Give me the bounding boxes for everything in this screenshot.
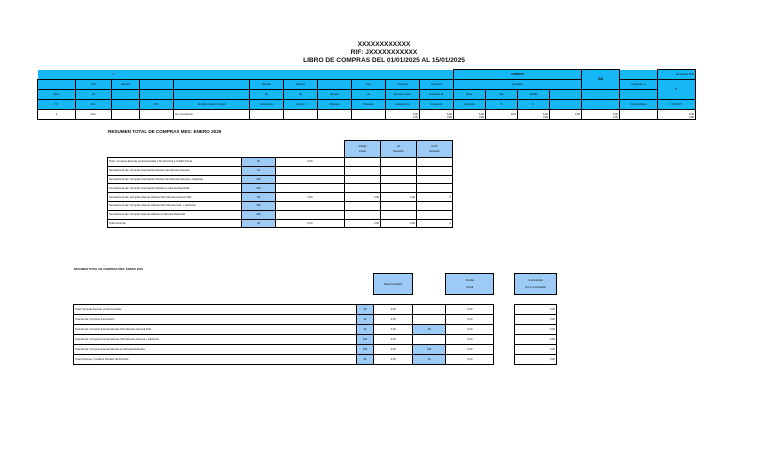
retencion-header: Retención 75% [658, 70, 696, 80]
resumen-row [108, 175, 453, 184]
resumen2-row-value: 0,00 [515, 315, 557, 325]
table-header: Número [284, 80, 318, 90]
resumen-row-label: Sumatoria de las: Compras Internas Afectas Sólo Alícuota General 16% [108, 193, 242, 202]
table-header: Número [318, 90, 352, 100]
resumen-row-value [276, 201, 345, 210]
resumen-row-label: Sumatoria de las: Compras Internas Afectas en Alícuota Reducida [108, 210, 242, 219]
table-header [38, 80, 76, 90]
resumen2-row-value: 0,00 [446, 315, 494, 325]
resumen-table [107, 140, 453, 228]
company-rif: RIF: JXXXXXXXXXXX [350, 49, 418, 56]
table-header: Crédito [518, 90, 550, 100]
resumen2-row-label: Total de las: Compras Internas Afectas en Alícuota Reducida [74, 345, 357, 355]
table-header: Control [284, 100, 318, 110]
table-header: Aliq. [486, 90, 518, 100]
table-header: Número [250, 80, 284, 90]
resumen2-row-value: 0,00 [515, 335, 557, 345]
table-header: de [352, 90, 386, 100]
resumen-row-value [417, 184, 453, 193]
resumen2-title: RESUMEN TOTAL DE COMPRAS MES: ENERO 2025 [74, 267, 144, 271]
resumen-row-code: 35 [242, 219, 276, 228]
resumen-row-value [381, 201, 417, 210]
resumen-row [108, 193, 453, 202]
table-header [112, 90, 140, 100]
company-name: XXXXXXXXXXXX [357, 41, 411, 48]
resumen2-row-value: 0,00 [374, 305, 413, 315]
table-header: neradas Imp. [386, 100, 420, 110]
resumen-row-code: 31 [242, 166, 276, 175]
table-header: Gravadas Al- [420, 90, 454, 100]
resumen-row-code: 332 [242, 201, 276, 210]
resumen-row-value [381, 210, 417, 219]
resumen-row-value [276, 166, 345, 175]
resumen-row-label: Sumatoria de las: Compras Importación Afectas solo Alícuota General + Adicional [108, 175, 242, 184]
resumen-row-value [417, 166, 453, 175]
resumen-row-value [345, 166, 381, 175]
table-header [174, 80, 250, 90]
resumen2-row-value: 0,00 [446, 305, 494, 315]
resumen2-row-label: Total: Compras Exentas y/o Exoneradas [74, 305, 357, 315]
resumen2-row [74, 345, 557, 355]
resumen-row [108, 166, 453, 175]
resumen-row-code: 312 [242, 175, 276, 184]
table-header: IVA RET. [658, 100, 696, 110]
resumen2-row-value: 0,00 [374, 355, 413, 365]
resumen-row-value [345, 184, 381, 193]
resumen2-col-base: Base Imponible [374, 274, 413, 295]
resumen-row-code: 333 [242, 210, 276, 219]
table-header: Nombre o Razón Social [174, 100, 250, 110]
table-cell: Sin movimiento [174, 110, 250, 120]
resumen-row-value [345, 175, 381, 184]
resumen-row-value: 0,00 [381, 193, 417, 202]
resumen-row-value [381, 184, 417, 193]
table-header [582, 90, 620, 100]
resumen2-row-code: 342 [356, 335, 374, 345]
table-header [582, 100, 620, 110]
table-header: de [250, 90, 284, 100]
resumen-row-value [381, 166, 417, 175]
purchases-totals [37, 115, 695, 120]
resumen2-row-value: 0,00 [446, 325, 494, 335]
resumen-row-value [417, 201, 453, 210]
resumen2-row-label: Total de las: Compras Internas Afectas Sólo Alícuota General + Adicional [74, 335, 357, 345]
purchases-table [37, 69, 696, 120]
resumen-row-code: 33 [242, 193, 276, 202]
table-header: Imponible [454, 100, 486, 110]
resumen2-row [74, 325, 557, 335]
resumen-row [108, 184, 453, 193]
total-cell: 0,00 [446, 116, 452, 119]
resumen-row-value: 0,00 [345, 193, 381, 202]
resumen2-row [74, 335, 557, 345]
resumen2-row-code: 343 [356, 345, 374, 355]
resumen2-col-credito: Crédito Fiscal [446, 274, 494, 295]
resumen2-row-code [413, 305, 446, 315]
resumen-row-value [381, 158, 417, 167]
resumen-row-label: Total : Compras Exentas y/o Exoneradas o Sin Derecho a Crédito Fiscal [108, 158, 242, 167]
table-header: Transacc. [352, 100, 386, 110]
table-cell: 16% [486, 110, 518, 120]
resumen-row-value [381, 175, 417, 184]
resumen-row-value: 0,00 [381, 219, 417, 228]
table-header [620, 90, 658, 100]
resumen2-row-code: 35 [413, 325, 446, 335]
table-header: Número [112, 80, 140, 90]
resumen2-row-label: Total de las: Compras Importación [74, 315, 357, 325]
resumen-row-value: 0,00 [345, 219, 381, 228]
resumen2-row-code: 34 [356, 325, 374, 335]
table-cell: Fact. [76, 110, 112, 120]
resumen-row-value [276, 175, 345, 184]
table-header [550, 100, 582, 110]
resumen2-row-value: 0,00 [374, 345, 413, 355]
resumen2-row-value: 0,00 [515, 355, 557, 365]
table-header [550, 90, 582, 100]
resumen-row-value [417, 175, 453, 184]
total-cell: 0,00 [478, 116, 484, 119]
table-cell: 0,00 [518, 110, 550, 120]
table-header: Tipo [352, 80, 386, 90]
resumen2-row-code: 344 [413, 345, 446, 355]
resumen2-row-value: 0,00 [446, 345, 494, 355]
compras-subheader: gravadas [454, 80, 582, 90]
total-cell: 0,00 [688, 116, 694, 119]
table-header-row [38, 100, 696, 110]
resumen-row [108, 210, 453, 219]
resumen2-row-value: 0,00 [515, 345, 557, 355]
resumen-row-label: Sumatoria de las: Compras Internas Afectas Sólo Alícuota Gral. + Adicional [108, 201, 242, 210]
resumen-row-value [276, 184, 345, 193]
resumen2-col-iva-retenido: Iva Retenido (por el comprador) [515, 274, 557, 295]
resumen-col-iva: Iva Retenido [381, 141, 417, 158]
resumen-row-code: 313 [242, 184, 276, 193]
resumen-row-value: 0 [417, 193, 453, 202]
table-header: de [76, 90, 112, 100]
resumen-row-value [345, 201, 381, 210]
resumen-row-value [417, 158, 453, 167]
resumen-title: RESUMEN TOTAL DE COMPRAS MES: ENERO 2025 [108, 129, 222, 134]
resumen-row-value [276, 210, 345, 219]
table-header: Exentas o Exo- [386, 90, 420, 100]
resumen2-row-label: Total Compras y Créditos Fiscales del Período [74, 355, 357, 365]
resumen-row-value: 0,00 [276, 219, 345, 228]
table-header [318, 80, 352, 90]
resumen2-row-code: 36 [413, 355, 446, 365]
resumen-row-value: 0,00 [276, 193, 345, 202]
table-header: Oper. [38, 90, 76, 100]
resumen2-row-value: 0,00 [515, 305, 557, 315]
iva-header: IVA [582, 70, 620, 90]
resumen-row-value [345, 158, 381, 167]
group-a-label: A [112, 70, 140, 80]
resumen2-row [74, 355, 557, 365]
resumen2-row-code [413, 315, 446, 325]
resumen2-row [74, 305, 557, 315]
resumen-row [108, 158, 453, 167]
resumen2-row-code: 32 [356, 315, 374, 325]
total-cell: 0,00 [542, 116, 548, 119]
resumen2-header-row [74, 274, 557, 295]
resumen-row [108, 201, 453, 210]
resumen-row-label: Total Compras [108, 219, 242, 228]
table-header: Base [454, 90, 486, 100]
table-cell: 1 [38, 110, 76, 120]
table-header [112, 100, 140, 110]
resumen2-row-code: 35 [356, 355, 374, 365]
resumen-row-value [345, 210, 381, 219]
resumen2-row-value: 0,00 [446, 355, 494, 365]
table-cell: 0,00 [386, 110, 420, 120]
table-header: % [486, 100, 518, 110]
resumen-row-label: Sumatoria de las: Compras Importación Afectas en Alícuota Reducida [108, 184, 242, 193]
resumen2-row-value: 0,00 [446, 335, 494, 345]
table-header: Afectado [318, 100, 352, 110]
table-header: Documento [250, 100, 284, 110]
resumen-row-value: 0 [417, 219, 453, 228]
resumen2-row-code [413, 335, 446, 345]
resumen2-row-code: 30 [356, 305, 374, 315]
table-header: Tipo [76, 80, 112, 90]
resumen2-row-value: 0,00 [374, 335, 413, 345]
table-cell: 0,00 [658, 110, 696, 120]
total-cell: 0,00 [612, 116, 618, 119]
resumen2-row-label: Total de las: Compras Internas Afectas Sólo Alícuota General 16% [74, 325, 357, 335]
table-header-row [38, 70, 696, 80]
table-header-row [38, 90, 696, 100]
totals-row [37, 115, 695, 120]
table-header [140, 90, 174, 100]
table-header: de [284, 90, 318, 100]
table-header [174, 90, 250, 100]
table-header: F. [518, 100, 550, 110]
resumen2-table [73, 273, 557, 365]
resumen2-gap-row [74, 295, 557, 305]
resumen-row [108, 219, 453, 228]
book-title: LIBRO DE COMPRAS DEL 01/01/2025 AL 15/01/2025 [303, 57, 465, 64]
total-cell: 0,00 [412, 116, 418, 119]
resumen-row-label: Sumatoria de las: Compras Importación Afectas solo Alícuota General [108, 166, 242, 175]
resumen2-row [74, 315, 557, 325]
compras-group-header: COMPRAS [454, 70, 582, 80]
table-header: Impuesto no [620, 80, 658, 90]
table-header: Doc. [76, 100, 112, 110]
table-header: Compras [386, 80, 420, 90]
resumen2-row-value: 0,00 [515, 325, 557, 335]
table-cell: 0,00 [550, 110, 582, 120]
table-cell: 0,00 [582, 110, 620, 120]
table-header [140, 80, 174, 90]
table-header: ícuotas Ac. [420, 100, 454, 110]
resumen-row-value [417, 210, 453, 219]
resumen-row-code: 30 [242, 158, 276, 167]
resumen-header-row [108, 141, 453, 158]
table-cell: 0,00 [420, 110, 454, 120]
resumen2-row-value: 0,00 [374, 315, 413, 325]
resumen-col-igtf: IGTF Retenido [417, 141, 453, 158]
resumen-row-value: 0,00 [276, 158, 345, 167]
table-cell: 0,00 [454, 110, 486, 120]
table-header: N° [658, 80, 696, 100]
table-header: Comprobante [620, 100, 658, 110]
table-header: Compras [420, 80, 454, 90]
resumen2-row-value: 0,00 [374, 325, 413, 335]
table-header: N° [38, 100, 76, 110]
resumen-col-credito: Crédito Fiscal [345, 141, 381, 158]
table-header: RIF [140, 100, 174, 110]
